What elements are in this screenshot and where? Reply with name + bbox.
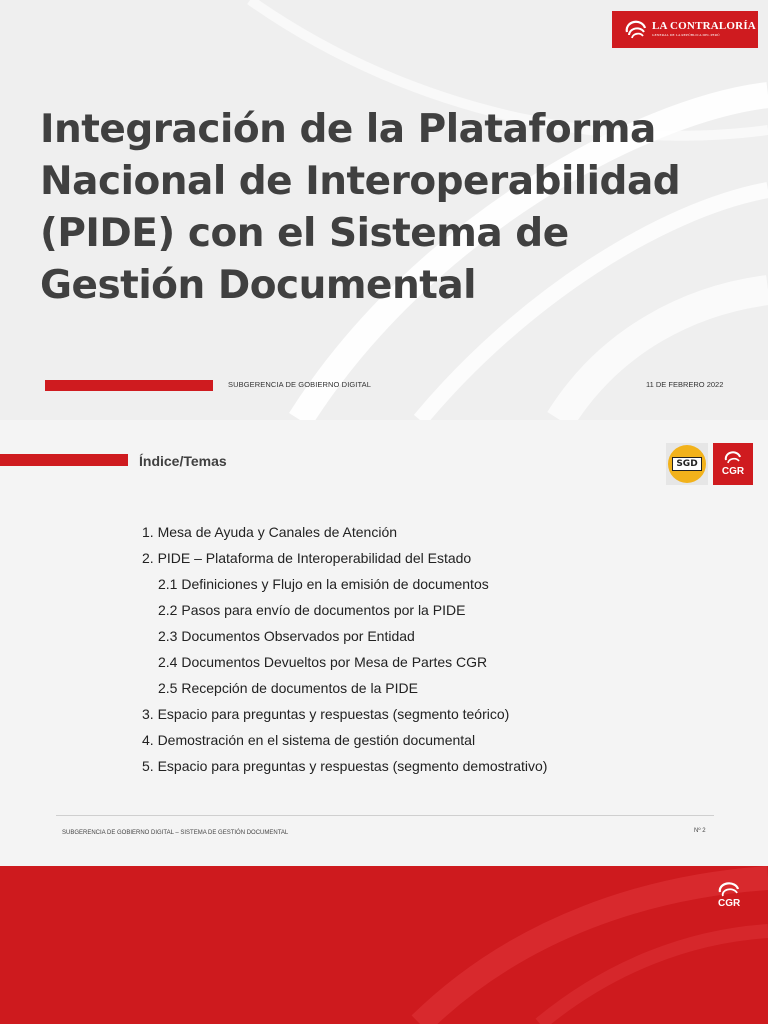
footer-divider — [56, 815, 714, 816]
index-heading: Índice/Temas — [139, 453, 227, 469]
toc-subitem: 2.5 Recepción de documentos de la PIDE — [158, 680, 418, 696]
toc-item: 3. Espacio para preguntas y respuestas (segmento teórico) — [142, 706, 510, 722]
toc-item: 1. Mesa de Ayuda y Canales de Atención — [142, 524, 398, 540]
index-slide — [0, 420, 768, 866]
brand-subtitle: GENERAL DE LA REPÚBLICA DEL PERÚ — [652, 33, 720, 38]
contraloria-logo — [612, 11, 758, 48]
cgr-emblem-icon — [724, 451, 742, 465]
closing-swoosh — [0, 866, 768, 1024]
toc-item: 5. Espacio para preguntas y respuestas (segmento demostrativo) — [142, 758, 548, 774]
toc-subitem: 2.2 Pasos para envío de documentos por la PIDE — [158, 602, 466, 618]
contraloria-emblem-icon — [624, 19, 648, 41]
closing-cgr-logo — [718, 882, 740, 909]
toc-subitem: 2.3 Documentos Observados por Entidad — [158, 628, 415, 644]
presentation-title: Integración de la Plataforma Nacional de Interoperabilidad (PIDE) con el Sistema de Gestión Documental — [40, 107, 681, 308]
toc-item: 2. PIDE – Plataforma de Interoperabilidad del Estado — [142, 550, 472, 566]
sgd-badge-icon — [668, 445, 706, 483]
toc-subitem: 2.1 Definiciones y Flujo en la emisión de documentos — [158, 576, 489, 592]
closing-cgr-label: CGR — [718, 898, 741, 909]
index-accent-bar — [0, 454, 128, 466]
toc-item: 4. Demostración en el sistema de gestión documental — [142, 732, 476, 748]
footer-text: SUBGERENCIA DE GOBIERNO DIGITAL – SISTEMA DE GESTIÓN DOCUMENTAL — [62, 830, 289, 836]
cgr-emblem-icon — [718, 882, 740, 898]
page-number: Nº 2 — [694, 828, 706, 834]
cgr-label: CGR — [721, 466, 745, 477]
sgd-label: SGD — [672, 457, 701, 471]
subunit-label: SUBGERENCIA DE GOBIERNO DIGITAL — [228, 380, 371, 389]
table-of-contents — [142, 519, 547, 779]
cgr-logo — [713, 443, 753, 485]
presentation-date: 11 DE FEBRERO 2022 — [646, 380, 724, 389]
closing-slide — [0, 866, 768, 1024]
sgd-logo — [666, 443, 708, 485]
toc-subitem: 2.4 Documentos Devueltos por Mesa de Partes CGR — [158, 654, 488, 670]
title-accent-bar — [45, 380, 213, 391]
brand-name: LA CONTRALORÍA — [652, 20, 756, 33]
cover-slide — [0, 0, 768, 420]
